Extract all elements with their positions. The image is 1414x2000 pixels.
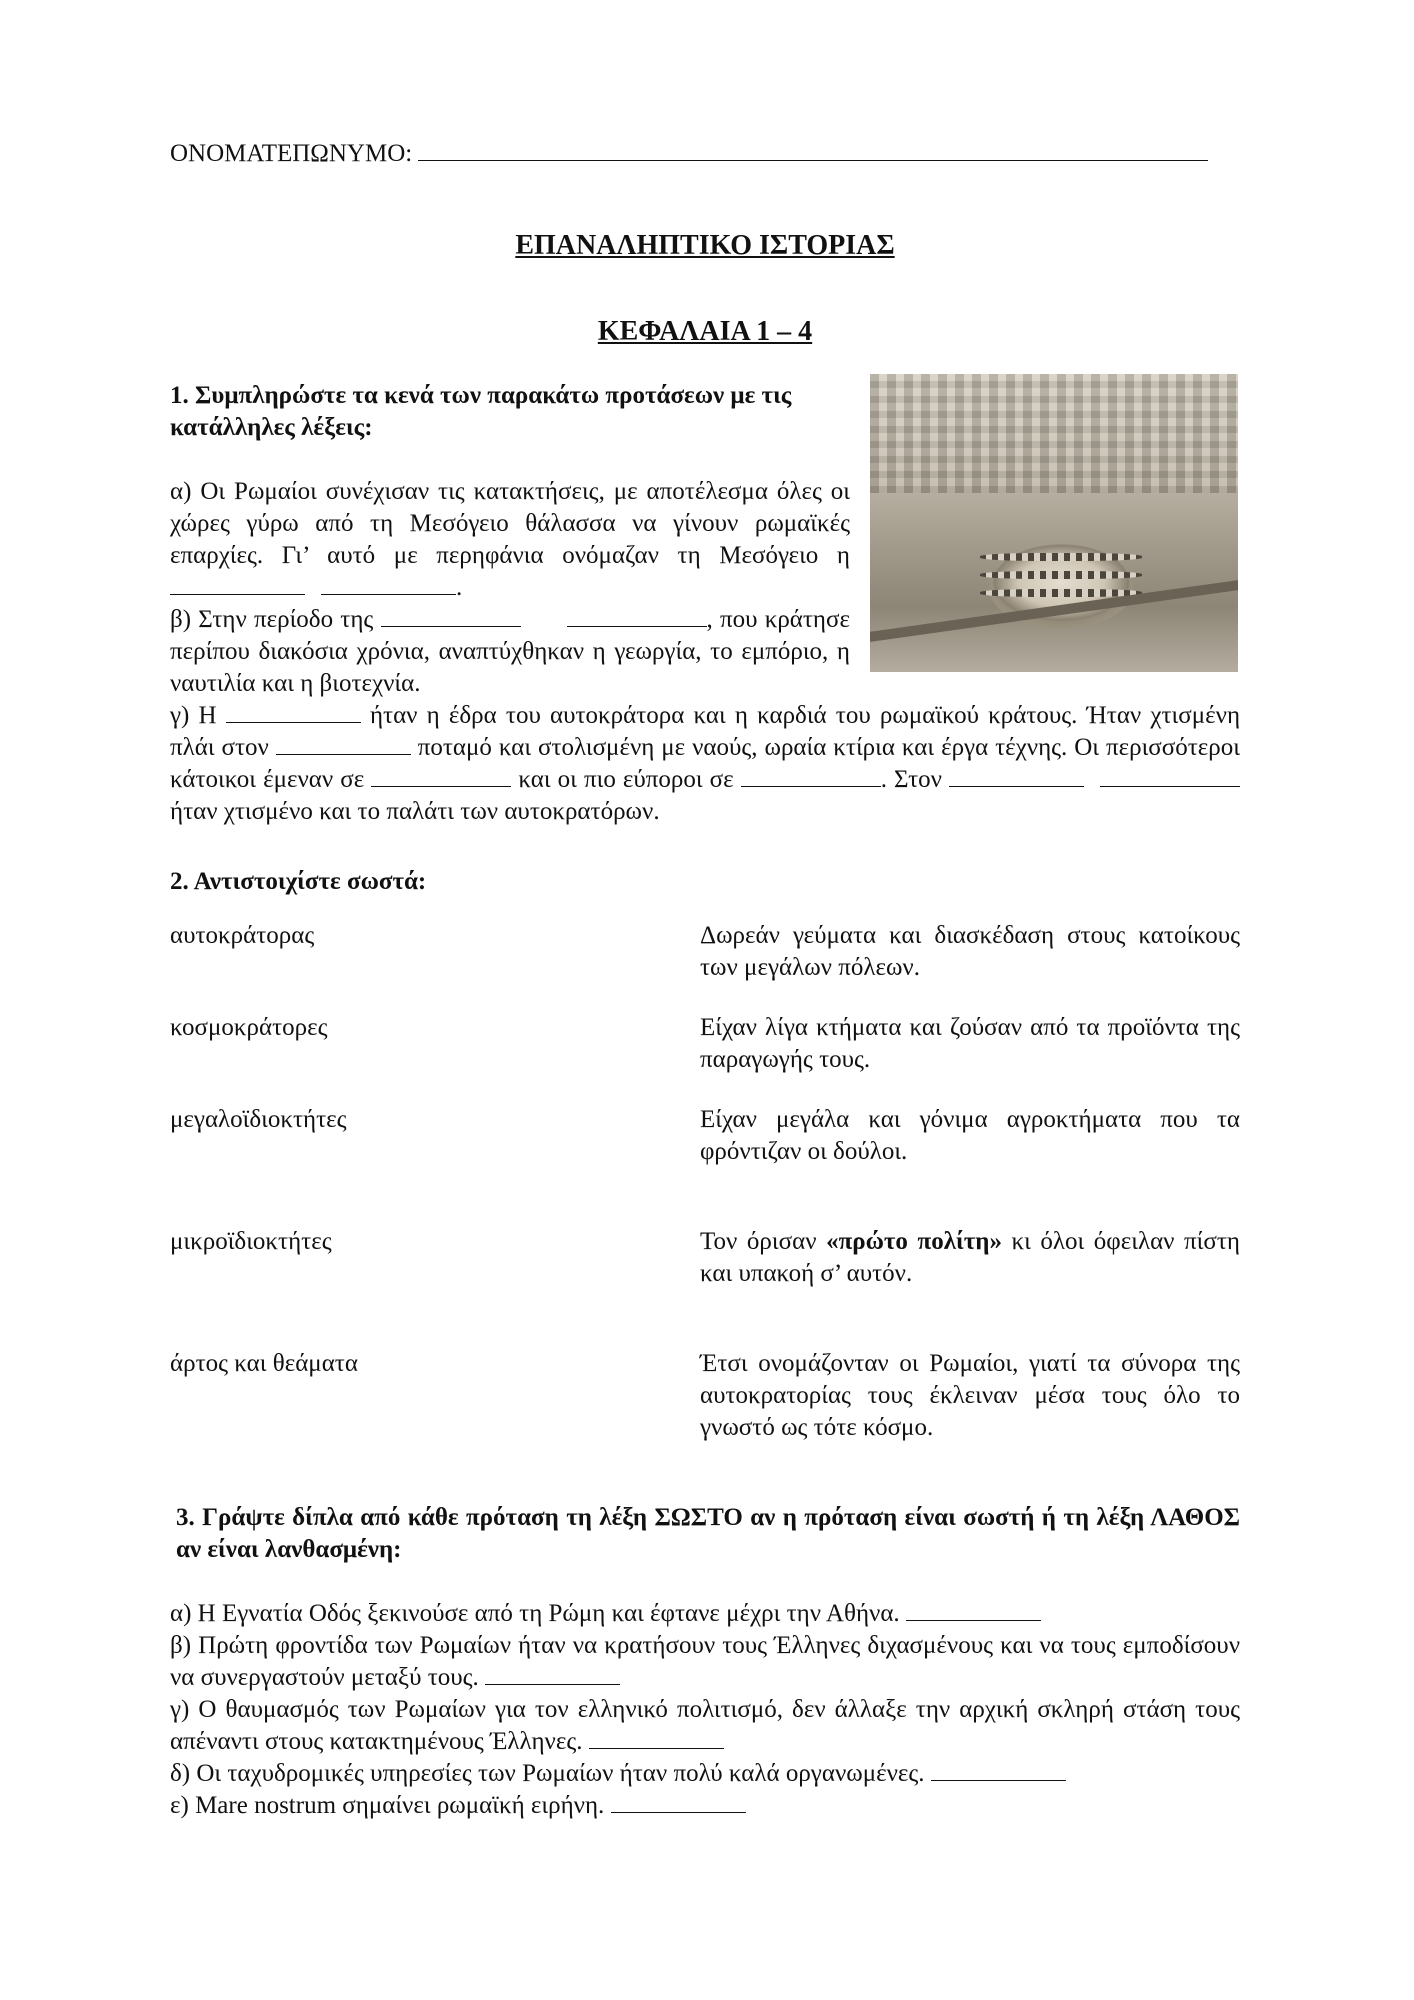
question-3	[170, 1502, 1240, 1566]
true-false-text: ε) Mare nostrum σημαίνει ρωμαϊκή ειρήνη.	[170, 1792, 605, 1819]
question-1-part-b-top	[170, 604, 850, 700]
q1-c-text-6: Στον	[894, 766, 942, 793]
answer-blank[interactable]	[485, 1664, 620, 1685]
answer-blank[interactable]	[906, 1600, 1041, 1621]
matching-table	[170, 920, 1240, 1444]
worksheet-title: ΕΠΑΝΑΛΗΠΤΙΚΟ ΙΣΤΟΡΙΑΣ	[515, 230, 895, 261]
true-false-item	[170, 1630, 1240, 1694]
true-false-item	[170, 1598, 1240, 1630]
q1-b-text-1: β) Στην περίοδο της	[170, 606, 374, 633]
match-row	[170, 1012, 1240, 1076]
q1-c-text-5: .	[880, 766, 887, 793]
worksheet-content	[170, 138, 1240, 1822]
match-left-item: αυτοκράτορας	[170, 922, 315, 949]
true-false-item	[170, 1758, 1240, 1790]
question-1	[170, 380, 1240, 828]
q1-c-blank-6[interactable]	[1100, 766, 1240, 787]
answer-blank[interactable]	[589, 1728, 724, 1749]
question-2-heading: 2. Αντιστοιχίστε σωστά:	[170, 868, 427, 895]
q1-c-text-3: ποταμό και στολισμένη με ναούς, ωραία κτίρια και έργα τέχνης. Οι περισσότεροι κάτοικοι έμεναν σε	[170, 734, 1240, 793]
match-right-text: Τον όρισαν	[700, 1228, 817, 1255]
answer-blank[interactable]	[931, 1760, 1066, 1781]
match-right-text: κι όλοι όφειλαν πίστη και υπακοή σ’ αυτόν.	[700, 1228, 1240, 1287]
q1-c-text-1: γ) Η	[170, 702, 217, 729]
q1-c-blank-5[interactable]	[949, 766, 1084, 787]
match-left-item: μεγαλοϊδιοκτήτες	[170, 1106, 347, 1133]
q1-c-text-7: ήταν χτισμένο και το παλάτι των αυτοκρατόρων.	[170, 798, 660, 825]
question-2	[170, 866, 1240, 1444]
question-3-heading: 3. Γράψτε δίπλα από κάθε πρόταση τη λέξη ΣΩΣΤΟ αν η πρόταση είναι σωστή ή τη λέξη ΛΑΘΟΣ αν είναι λανθασμένη:	[176, 1504, 1240, 1563]
question-1-part-c	[170, 700, 1240, 828]
colosseum-photo	[870, 374, 1238, 672]
q1-a-text: α) Οι Ρωμαίοι συνέχισαν τις κατακτήσεις, με αποτέλεσμα όλες οι χώρες γύρω από τη Μεσόγειο θάλασσα να γίνουν ρωμαϊκές επαρχίες. Γι’ αυτό με περηφάνια ονόμαζαν τη Μεσόγειο η	[170, 478, 850, 569]
q1-c-blank-1[interactable]	[226, 702, 361, 723]
true-false-text: β) Πρώτη φροντίδα των Ρωμαίων ήταν να κρατήσουν τους Έλληνες διχασμένους και να τους εμποδίσουν να συνεργαστούν μεταξύ τους.	[170, 1632, 1240, 1691]
q1-c-text-4: και οι πιο εύποροι σε	[518, 766, 734, 793]
match-right-bold: «πρώτο πολίτη»	[826, 1228, 1002, 1255]
question-1-heading: 1. Συμπληρώστε τα κενά των παρακάτω προτάσεων με τις κατάλληλες λέξεις:	[170, 382, 792, 441]
match-left-item: κοσμοκράτορες	[170, 1014, 328, 1041]
name-label: ΟΝΟΜΑΤΕΠΩΝΥΜΟ:	[170, 140, 413, 167]
q1-a-blank-2[interactable]	[321, 574, 456, 595]
match-right-item: Είχαν λίγα κτήματα και ζούσαν από τα προϊόντα της παραγωγής τους.	[700, 1014, 1240, 1073]
match-row	[170, 1226, 1240, 1290]
q1-c-blank-2[interactable]	[276, 734, 411, 755]
true-false-list	[170, 1598, 1240, 1822]
name-line	[170, 138, 1240, 170]
match-left-item: άρτος και θεάματα	[170, 1350, 358, 1377]
question-1-part-a	[170, 476, 850, 604]
true-false-item	[170, 1790, 1240, 1822]
q1-a-blank-1[interactable]	[170, 574, 305, 595]
q1-b-blank-1[interactable]	[381, 606, 521, 627]
q1-c-text-2: ήταν η έδρα του αυτοκράτορα και η καρδιά του ρωμαϊκού κράτους. Ήταν χτισμένη πλάι στον	[170, 702, 1241, 761]
q1-a-end: .	[456, 574, 463, 601]
match-row	[170, 1348, 1240, 1444]
q1-b-blank-2[interactable]	[567, 606, 707, 627]
q1-c-blank-4[interactable]	[741, 766, 881, 787]
q1-b-text-2: , που κράτησε περίπου διακόσια χρόνια, αναπτύχθηκαν η γεωργία, το εμπόριο, η ναυτιλία και η βιοτεχνία.	[170, 606, 850, 697]
match-row	[170, 920, 1240, 984]
match-right-item: Δωρεάν γεύματα και διασκέδαση στους κατοίκους των μεγάλων πόλεων.	[700, 922, 1240, 981]
true-false-text: γ) Ο θαυμασμός των Ρωμαίων για τον ελληνικό πολιτισμό, δεν άλλαξε την αρχική σκληρή στάση τους απέναντι στους κατακτημένους Έλληνες.	[170, 1696, 1240, 1755]
match-left-item: μικροϊδιοκτήτες	[170, 1228, 332, 1255]
answer-blank[interactable]	[611, 1792, 746, 1813]
match-row	[170, 1104, 1240, 1168]
match-right-item: Είχαν μεγάλα και γόνιμα αγροκτήματα που τα φρόντιζαν οι δούλοι.	[700, 1106, 1240, 1165]
worksheet-subtitle: ΚΕΦΑΛΑΙΑ 1 – 4	[597, 316, 813, 347]
true-false-text: α) Η Εγνατία Οδός ξεκινούσε από τη Ρώμη και έφτανε μέχρι την Αθήνα.	[170, 1600, 900, 1627]
match-right-item	[700, 1226, 1240, 1290]
name-blank[interactable]	[418, 138, 1208, 161]
match-right-item: Έτσι ονομάζονταν οι Ρωμαίοι, γιατί τα σύνορα της αυτοκρατορίας τους έκλειναν μέσα τους όλο το γνωστό ως τότε κόσμο.	[700, 1350, 1240, 1441]
true-false-item	[170, 1694, 1240, 1758]
q1-c-blank-3[interactable]	[371, 766, 511, 787]
true-false-text: δ) Οι ταχυδρομικές υπηρεσίες των Ρωμαίων ήταν πολύ καλά οργανωμένες.	[170, 1760, 925, 1787]
